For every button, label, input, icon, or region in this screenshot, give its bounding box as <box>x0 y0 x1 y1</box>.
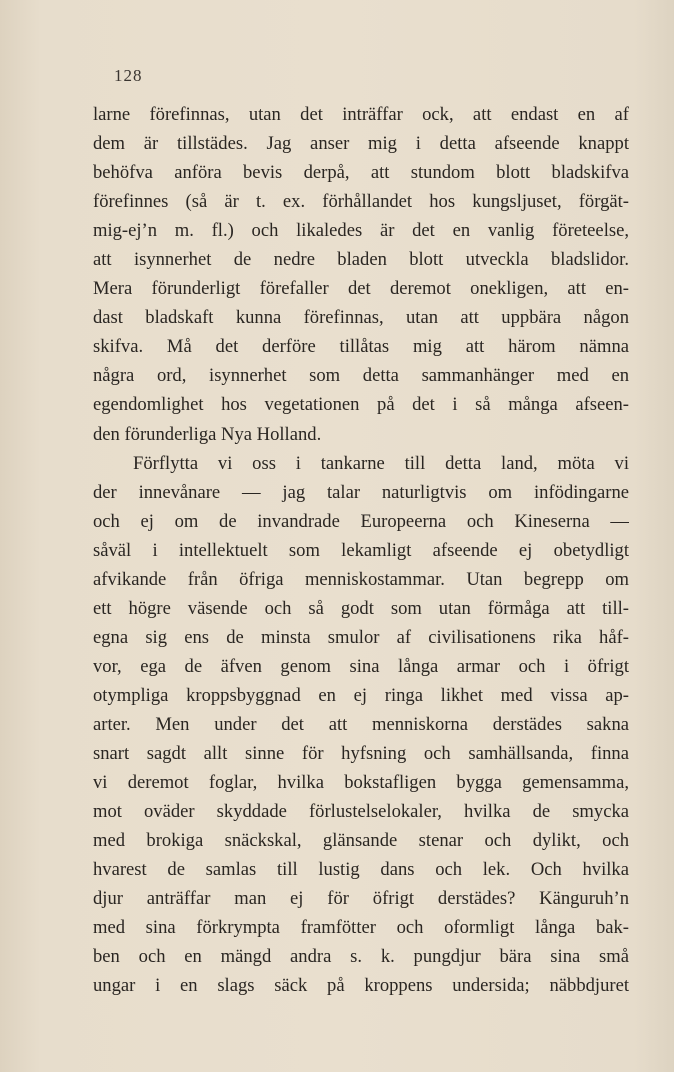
text-line: med brokiga snäckskal, glänsande stenar och dylikt, och <box>93 830 629 852</box>
text-line: Mera förunderligt förefaller det deremot onekligen, att en- <box>93 278 629 300</box>
text-line: dast bladskaft kunna förefinnas, utan att uppbära någon <box>93 307 629 329</box>
text-line: der innevånare — jag talar naturligtvis om infödingarne <box>93 481 629 503</box>
text-line: med sina förkrympta framfötter och oformligt långa bak- <box>93 917 629 939</box>
text-line: larne förefinnas, utan det inträffar ock, att endast en af <box>93 104 629 125</box>
text-line: afvikande från öfriga menniskostammar. Utan begrepp om <box>93 568 629 590</box>
text-line: dem är tillstädes. Jag anser mig i detta afseende knappt <box>93 133 629 155</box>
text-line: ett högre väsende och så godt som utan förmåga att till- <box>93 597 629 619</box>
text-line: snart sagdt allt sinne för hyfsning och samhällsanda, finna <box>93 743 629 765</box>
text-line: behöfva anföra bevis derpå, att stundom blott bladskifva <box>93 162 629 184</box>
text-line: Förflytta vi oss i tankarne till detta land, möta vi <box>133 452 629 474</box>
text-line: skifva. Må det derföre tillåtas mig att härom nämna <box>93 336 629 358</box>
text-line: och ej om de invandrade Europeerna och Kineserna — <box>93 510 629 532</box>
text-line: den förunderliga Nya Holland. <box>93 423 322 445</box>
text-line: att isynnerhet de nedre bladen blott utveckla bladslidor. <box>93 249 629 271</box>
text-line: såväl i intellektuelt som lekamligt afseende ej obetydligt <box>93 539 629 561</box>
text-line: förefinnes (så är t. ex. förhållandet hos kungsljuset, förgät- <box>93 191 629 213</box>
text-line: hvarest de samlas till lustig dans och lek. Och hvilka <box>93 859 629 881</box>
text-line: mig-ej’n m. fl.) och likaledes är det en vanlig företeelse, <box>93 220 629 242</box>
text-line: ben och en mängd andra s. k. pungdjur bära sina små <box>93 946 629 968</box>
page-number: 128 <box>114 66 143 85</box>
text-line: djur anträffar man ej för öfrigt derstädes? Känguruh’n <box>93 888 629 910</box>
body-text <box>93 100 629 1000</box>
text-line: arter. Men under det att menniskorna derstädes sakna <box>93 713 629 735</box>
text-line: mot oväder skyddade förlustelselokaler, hvilka de smycka <box>93 801 629 823</box>
text-line: otympliga kroppsbyggnad en ej ringa likhet med vissa ap- <box>93 684 629 706</box>
text-line: egna sig ens de minsta smulor af civilisationens rika håf- <box>93 626 629 648</box>
text-line: vor, ega de äfven genom sina långa armar och i öfrigt <box>93 655 629 677</box>
text-line: några ord, isynnerhet som detta sammanhänger med en <box>93 365 629 387</box>
text-line: vi deremot foglar, hvilka bokstafligen bygga gemensamma, <box>93 772 629 794</box>
text-line: egendomlighet hos vegetationen på det i så många afseen- <box>93 394 629 416</box>
text-line: ungar i en slags säck på kroppens undersida; näbbdjuret <box>93 975 629 997</box>
